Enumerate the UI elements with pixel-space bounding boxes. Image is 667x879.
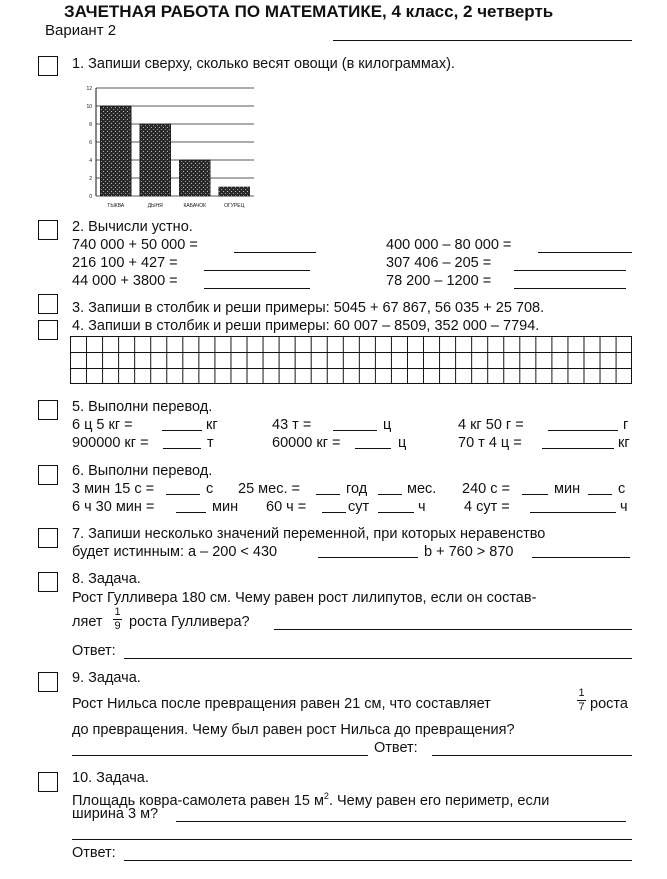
task5-r1-a: 6 ц 5 кг = xyxy=(72,417,133,433)
task6-text: 6. Выполни перевод. xyxy=(72,463,213,479)
task7-line2b: b + 760 > 870 xyxy=(424,544,514,560)
task3-text: 3. Запиши в столбик и реши примеры: 5045 + 67 867, 56 035 + 25 708. xyxy=(72,300,545,316)
task10-head: 10. Задача. xyxy=(72,770,149,786)
task5-r1-b-unit: ц xyxy=(383,417,392,433)
task5-r2-c-answer[interactable] xyxy=(542,448,614,449)
task2-right-1: 400 000 – 80 000 = xyxy=(386,237,512,253)
task8-fraction xyxy=(113,607,122,632)
task6-r2-b-unit2: ч xyxy=(418,499,426,515)
task2-left-2-answer[interactable] xyxy=(204,270,310,271)
task6-r1-c-unit1: мин xyxy=(554,481,581,497)
chart-bar xyxy=(100,106,131,196)
answer-grid[interactable] xyxy=(70,336,632,384)
page-title: ЗАЧЕТНАЯ РАБОТА ПО МАТЕМАТИКЕ, 4 класс, 2 четверть xyxy=(64,2,554,21)
task8-line2a: ляет xyxy=(72,614,103,630)
task5-r2-a-unit: т xyxy=(207,435,214,451)
task6-r1-b: 25 мес. = xyxy=(238,481,300,497)
task5-r1-c-answer[interactable] xyxy=(548,430,618,431)
chart-ytick-label: 6 xyxy=(89,140,92,146)
task7-answer-a[interactable] xyxy=(318,557,418,558)
chart-svg xyxy=(78,82,278,217)
task9-answer-line[interactable] xyxy=(432,755,632,756)
task6-r2-c-answer[interactable] xyxy=(530,512,616,513)
task5-r2-c: 70 т 4 ц = xyxy=(458,435,522,451)
task6-r1-c-answer2[interactable] xyxy=(588,494,612,495)
chart-category-label: ОГУРЕЦ xyxy=(224,203,245,209)
task5-r1-c: 4 кг 50 г = xyxy=(458,417,524,433)
task8-checkbox[interactable] xyxy=(38,572,58,592)
chart-ytick-label: 10 xyxy=(86,104,92,110)
task6-r1-c-unit2: с xyxy=(618,481,626,497)
task2-left-1: 740 000 + 50 000 = xyxy=(72,237,198,253)
task9-fraction xyxy=(577,688,586,713)
task8-line2b: роста Гулливера? xyxy=(129,614,250,630)
chart-category-label: ТЫКВА xyxy=(107,203,125,209)
task6-r1-c-answer1[interactable] xyxy=(522,494,548,495)
task9-line1: Рост Нильса после превращения равен 21 см, что составляет xyxy=(72,696,491,712)
task2-right-2-answer[interactable] xyxy=(514,270,626,271)
task8-line1: Рост Гулливера 180 см. Чему равен рост лилипутов, если он состав- xyxy=(72,590,537,606)
chart-category-label: ДЫНЯ xyxy=(147,203,163,209)
task6-r2-b-unit1: сут xyxy=(348,499,370,515)
task10-answer-line2[interactable] xyxy=(72,839,632,840)
task9-answer-label: Ответ: xyxy=(374,740,418,756)
chart-ytick-label: 2 xyxy=(89,176,92,182)
task9-line1b: роста xyxy=(590,696,628,712)
task6-r1-b-answer1[interactable] xyxy=(316,494,340,495)
task9-frac-num: 1 xyxy=(578,687,585,699)
chart-ytick-label: 0 xyxy=(89,194,92,200)
task6-r2-c: 4 сут = xyxy=(464,499,510,515)
task8-frac-den: 9 xyxy=(114,620,121,632)
chart-ytick-label: 8 xyxy=(89,122,92,128)
task1-text: 1. Запиши сверху, сколько весят овощи (в килограммах). xyxy=(72,56,455,72)
task10-line2: ширина 3 м? xyxy=(72,806,159,822)
chart-bar xyxy=(219,187,250,196)
task10-sup: 2 xyxy=(323,791,329,801)
task7-line2a: будет истинным: a – 200 < 430 xyxy=(72,544,278,560)
task1-checkbox[interactable] xyxy=(38,56,58,76)
task2-right-3: 78 200 – 1200 = xyxy=(386,273,492,289)
task2-right-1-answer[interactable] xyxy=(538,252,632,253)
task6-r2-c-unit: ч xyxy=(620,499,628,515)
task5-r2-c-unit: кг xyxy=(618,435,630,451)
vegetable-weight-chart xyxy=(78,82,278,217)
task5-checkbox[interactable] xyxy=(38,400,58,420)
task9-checkbox[interactable] xyxy=(38,672,58,692)
task6-r2-a-answer[interactable] xyxy=(176,512,206,513)
task6-r1-b-unit2: мес. xyxy=(407,481,437,497)
task9-line2: до превращения. Чему был равен рост Нильса до превращения? xyxy=(72,722,515,738)
task10-line1b: . Чему равен его периметр, если xyxy=(328,792,550,809)
task5-r2-a-answer[interactable] xyxy=(163,448,201,449)
task8-answer-line2[interactable] xyxy=(124,658,632,659)
task6-r2-b-answer2[interactable] xyxy=(378,512,414,513)
task6-r1-b-unit1: год xyxy=(346,481,368,497)
task10-answer-line3[interactable] xyxy=(124,860,632,861)
task3-checkbox[interactable] xyxy=(38,294,58,314)
task10-answer-line1[interactable] xyxy=(176,821,626,822)
name-line[interactable] xyxy=(333,40,632,41)
task6-r1-a-answer[interactable] xyxy=(166,494,200,495)
task8-answer-line1[interactable] xyxy=(274,629,632,630)
chart-category-label: КАБАЧОК xyxy=(183,203,206,209)
task9-solution-line[interactable] xyxy=(72,755,368,756)
task5-r2-a: 900000 кг = xyxy=(72,435,149,451)
task6-checkbox[interactable] xyxy=(38,465,58,485)
task2-left-3-answer[interactable] xyxy=(204,288,310,289)
task2-left-3: 44 000 + 3800 = xyxy=(72,273,178,289)
task10-line1-text: Площадь ковра-самолета равен 15 м xyxy=(72,792,324,809)
task5-r2-b-unit: ц xyxy=(398,435,407,451)
task5-r1-b: 43 т = xyxy=(272,417,312,433)
task5-r1-c-unit: г xyxy=(623,417,629,433)
task2-right-2: 307 406 – 205 = xyxy=(386,255,492,271)
task5-r2-b: 60000 кг = xyxy=(272,435,341,451)
task6-r2-b: 60 ч = xyxy=(266,499,307,515)
task6-r1-c: 240 с = xyxy=(462,481,510,497)
task6-r1-a-unit: с xyxy=(206,481,214,497)
task5-r1-a-unit: кг xyxy=(206,417,218,433)
task8-answer-label: Ответ: xyxy=(72,643,116,659)
task6-r1-b-answer2[interactable] xyxy=(378,494,402,495)
task2-left-2: 216 100 + 427 = xyxy=(72,255,178,271)
chart-ytick-label: 4 xyxy=(89,158,92,164)
task6-r2-a-unit: мин xyxy=(212,499,239,515)
task10-checkbox[interactable] xyxy=(38,772,58,792)
task5-r1-b-answer[interactable] xyxy=(333,430,377,431)
task7-answer-b[interactable] xyxy=(532,557,630,558)
task7-checkbox[interactable] xyxy=(38,528,58,548)
task4-checkbox[interactable] xyxy=(38,320,58,340)
task6-r2-a: 6 ч 30 мин = xyxy=(72,499,155,515)
chart-ytick-label: 12 xyxy=(86,86,92,92)
task6-r2-b-answer1[interactable] xyxy=(322,512,346,513)
task5-r1-a-answer[interactable] xyxy=(162,430,202,431)
task4-text: 4. Запиши в столбик и реши примеры: 60 007 – 8509, 352 000 – 7794. xyxy=(72,318,540,334)
task2-right-3-answer[interactable] xyxy=(514,288,626,289)
task8-frac-num: 1 xyxy=(114,606,121,618)
task9-head: 9. Задача. xyxy=(72,670,141,686)
task10-answer-label: Ответ: xyxy=(72,845,116,861)
task7-line1: 7. Запиши несколько значений переменной, при которых неравенство xyxy=(72,526,546,542)
variant-label: Вариант 2 xyxy=(45,22,117,39)
task8-head: 8. Задача. xyxy=(72,571,141,587)
chart-bar xyxy=(140,124,171,196)
task2-text: 2. Вычисли устно. xyxy=(72,219,193,235)
task9-frac-den: 7 xyxy=(578,701,585,713)
task2-checkbox[interactable] xyxy=(38,220,58,240)
task5-r2-b-answer[interactable] xyxy=(355,448,391,449)
task5-text: 5. Выполни перевод. xyxy=(72,399,213,415)
task2-left-1-answer[interactable] xyxy=(234,252,316,253)
chart-bar xyxy=(179,160,210,196)
task6-r1-a: 3 мин 15 с = xyxy=(72,481,155,497)
